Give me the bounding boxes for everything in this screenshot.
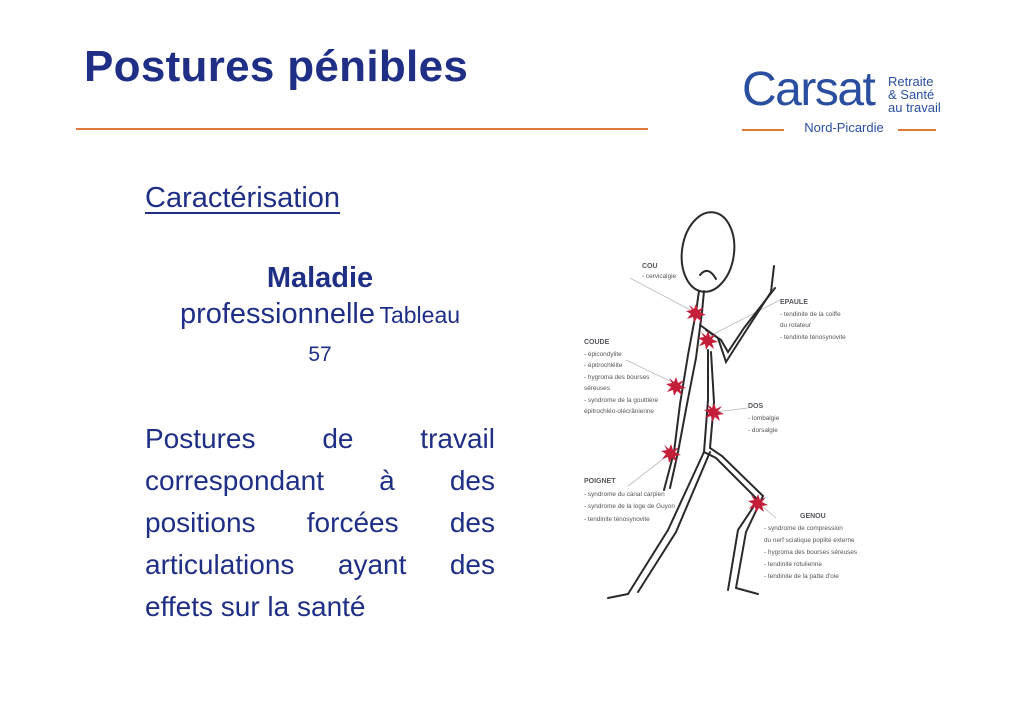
- logo-tagline-line: Retraite: [888, 74, 934, 89]
- label-item: - dorsalgie: [748, 427, 778, 434]
- logo-rule-left: [742, 129, 784, 131]
- section-heading: Caractérisation: [145, 182, 341, 214]
- label-item: - syndrome de la loge de Guyon: [584, 503, 675, 510]
- logo-tagline: [888, 75, 948, 114]
- label-item: - syndrome de compression: [764, 525, 843, 532]
- label-item: - tendinite de la coiffe: [780, 311, 841, 318]
- logo-wordmark: Carsat: [742, 63, 875, 116]
- logo-tagline-line: au travail: [888, 100, 941, 115]
- label-item: - épicondylite: [584, 351, 622, 358]
- label-item: - hygroma des bourses séreuses: [764, 549, 858, 556]
- logo-region-text: Nord-Picardie: [804, 120, 884, 135]
- label-item: - lombalgie: [748, 415, 780, 422]
- label-knee: [764, 513, 857, 580]
- label-item: - épitrochléite: [584, 362, 623, 369]
- disease-table-label: Tableau: [379, 302, 461, 328]
- label-item: épitrochléo-olécrânienne: [584, 408, 654, 415]
- label-heading: COU: [642, 263, 658, 270]
- title-underline: [76, 128, 648, 130]
- label-item: séreuses: [584, 385, 610, 392]
- label-item: du rotateur: [780, 322, 811, 329]
- label-item: - tendinite ténosynovite: [780, 334, 846, 341]
- label-item: - syndrome du canal carpien: [584, 491, 665, 498]
- label-item: - hygroma des bourses: [584, 374, 650, 381]
- label-elbow: [584, 339, 659, 415]
- label-heading: DOS: [748, 403, 764, 410]
- label-item: - cervicalgie: [642, 273, 677, 280]
- logo-region: [742, 120, 938, 136]
- label-back: [748, 403, 780, 434]
- label-heading: GENOU: [800, 513, 826, 520]
- stick-figure-illustration: [568, 190, 898, 610]
- logo-rule-right: [898, 129, 936, 131]
- label-heading: POIGNET: [584, 478, 616, 485]
- stick-figure-svg: [568, 190, 898, 610]
- logo-tagline-line: & Santé: [888, 87, 935, 102]
- disease-reference: [145, 260, 495, 373]
- label-item: - tendinite ténosynovite: [584, 516, 650, 523]
- disease-title: Maladie: [266, 262, 374, 294]
- page-title: Postures pénibles: [84, 42, 469, 91]
- label-neck: [642, 263, 677, 280]
- carsat-logo: [742, 63, 942, 142]
- disease-subtitle: professionnelle: [179, 298, 376, 330]
- label-item: - tendinite rotulienne: [764, 561, 822, 568]
- disease-table-number: 57: [308, 343, 332, 366]
- label-item: du nerf sciatique poplité externe: [764, 537, 855, 544]
- label-shoulder: [780, 299, 846, 341]
- label-item: - tendinite de la patte d'oie: [764, 573, 839, 580]
- label-item: - syndrome de la gouttière: [584, 397, 659, 404]
- label-heading: EPAULE: [780, 299, 808, 306]
- label-heading: COUDE: [584, 339, 610, 346]
- description-text: Postures de travail correspondant à des positions forcées des articulations ayant des effets sur la santé: [145, 423, 495, 622]
